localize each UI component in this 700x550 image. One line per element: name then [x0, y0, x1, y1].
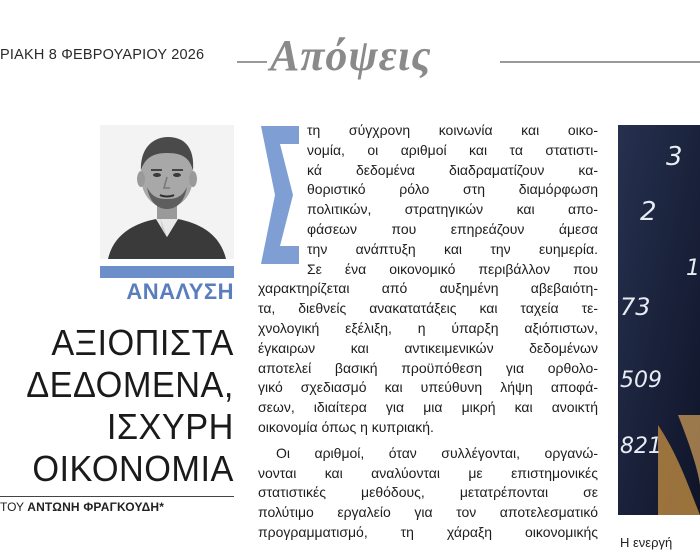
body-line: γικό σχεδιασμό και υπεύθυνη λήψη αποφά-	[258, 379, 598, 396]
author-name: ΑΝΤΩΝΗ ΦΡΑΓΚΟΥΔΗ*	[27, 500, 165, 514]
photo-caption: Η ενεργή	[620, 535, 673, 550]
headline	[26, 322, 234, 490]
author-photo	[100, 125, 234, 259]
header-rule-right	[500, 61, 700, 63]
byline	[0, 496, 234, 514]
author-portrait	[100, 125, 234, 259]
body-line: τη σύγχρονη κοινωνία και οικο-	[307, 122, 598, 138]
body-line: πολιτικών, στρατηγικών και απο-	[307, 201, 598, 218]
kicker-label: ΑΝΑΛΥΣΗ	[126, 279, 234, 304]
body-line: χνολογική εξέλιξη, η ύπαρξη αξιόπιστων,	[258, 319, 598, 336]
byline-prefix: ΤΟΥ	[0, 500, 24, 514]
numbers-photo	[618, 125, 700, 515]
body-line: σεων, ιδιαίτερα για μια μικρή και ανοικτή	[258, 399, 598, 416]
body-line: αποτελεί βασική προϋπόθεση για ορθολο-	[258, 359, 598, 376]
body-line: Οι αριθμοί, όταν συλλέγονται, οργανώ-	[276, 444, 598, 461]
body-line: νονται και αναλύονται με επιστημονικές	[258, 464, 598, 481]
body-line: φάσεων που επηρεάζουν άμεσα	[307, 220, 598, 237]
header-rule-left	[237, 61, 267, 63]
photo-number: 73	[620, 293, 651, 321]
kicker-rule	[100, 266, 234, 278]
body-line: κά δεδομένα διαδραματίζουν κα-	[307, 161, 598, 178]
photo-number: 509	[620, 368, 662, 393]
body-line: νομία, οι αριθμοί και τα στατιστι-	[307, 141, 598, 158]
body-line: την ανάπτυξη και την ευημερία.	[307, 240, 598, 257]
body-line: θοριστικό ρόλο στη διαμόρφωση	[307, 181, 598, 198]
article-photo	[618, 125, 700, 515]
headline-line: ΙΣΧΥΡΗ	[106, 406, 234, 447]
headline-line: ΔΕΔΟΜΕΝΑ,	[26, 364, 234, 405]
body-line: οικονομία όπως η κυπριακή.	[258, 418, 434, 435]
body-line: πολύτιμο εργαλείο για τον αποτελεσματικό	[258, 504, 598, 521]
headline-line: ΑΞΙΟΠΙΣΤΑ	[51, 322, 234, 363]
article-body	[258, 121, 598, 543]
body-line: τα, διεθνείς ανακατατάξεις και ταχεία τε-	[258, 300, 598, 317]
photo-number: 2	[640, 197, 657, 227]
photo-number: 3	[666, 142, 683, 172]
photo-number: 821	[620, 434, 662, 459]
section-title: Απόψεις	[270, 31, 432, 80]
body-line: προγραμματισμό, τη χάραξη οικονομικής	[258, 523, 598, 540]
headline-line: ΟΙΚΟΝΟΜΙΑ	[32, 448, 234, 489]
body-line: Σε ένα οικονομικό περιβάλλον που	[307, 260, 598, 277]
photo-number: 1	[686, 256, 700, 281]
dateline: ΡΙΑΚΗ 8 ΦΕΒΡΟΥΑΡΙΟΥ 2026	[0, 47, 205, 63]
body-line: χαρακτηρίζεται από αυξημένη αβεβαιότη-	[258, 280, 598, 297]
body-line: έγκαιρων και αντικειμενικών δεδομένων	[258, 339, 598, 356]
body-line: στατιστικές μεθόδους, μετατρέπονται σε	[258, 484, 598, 501]
